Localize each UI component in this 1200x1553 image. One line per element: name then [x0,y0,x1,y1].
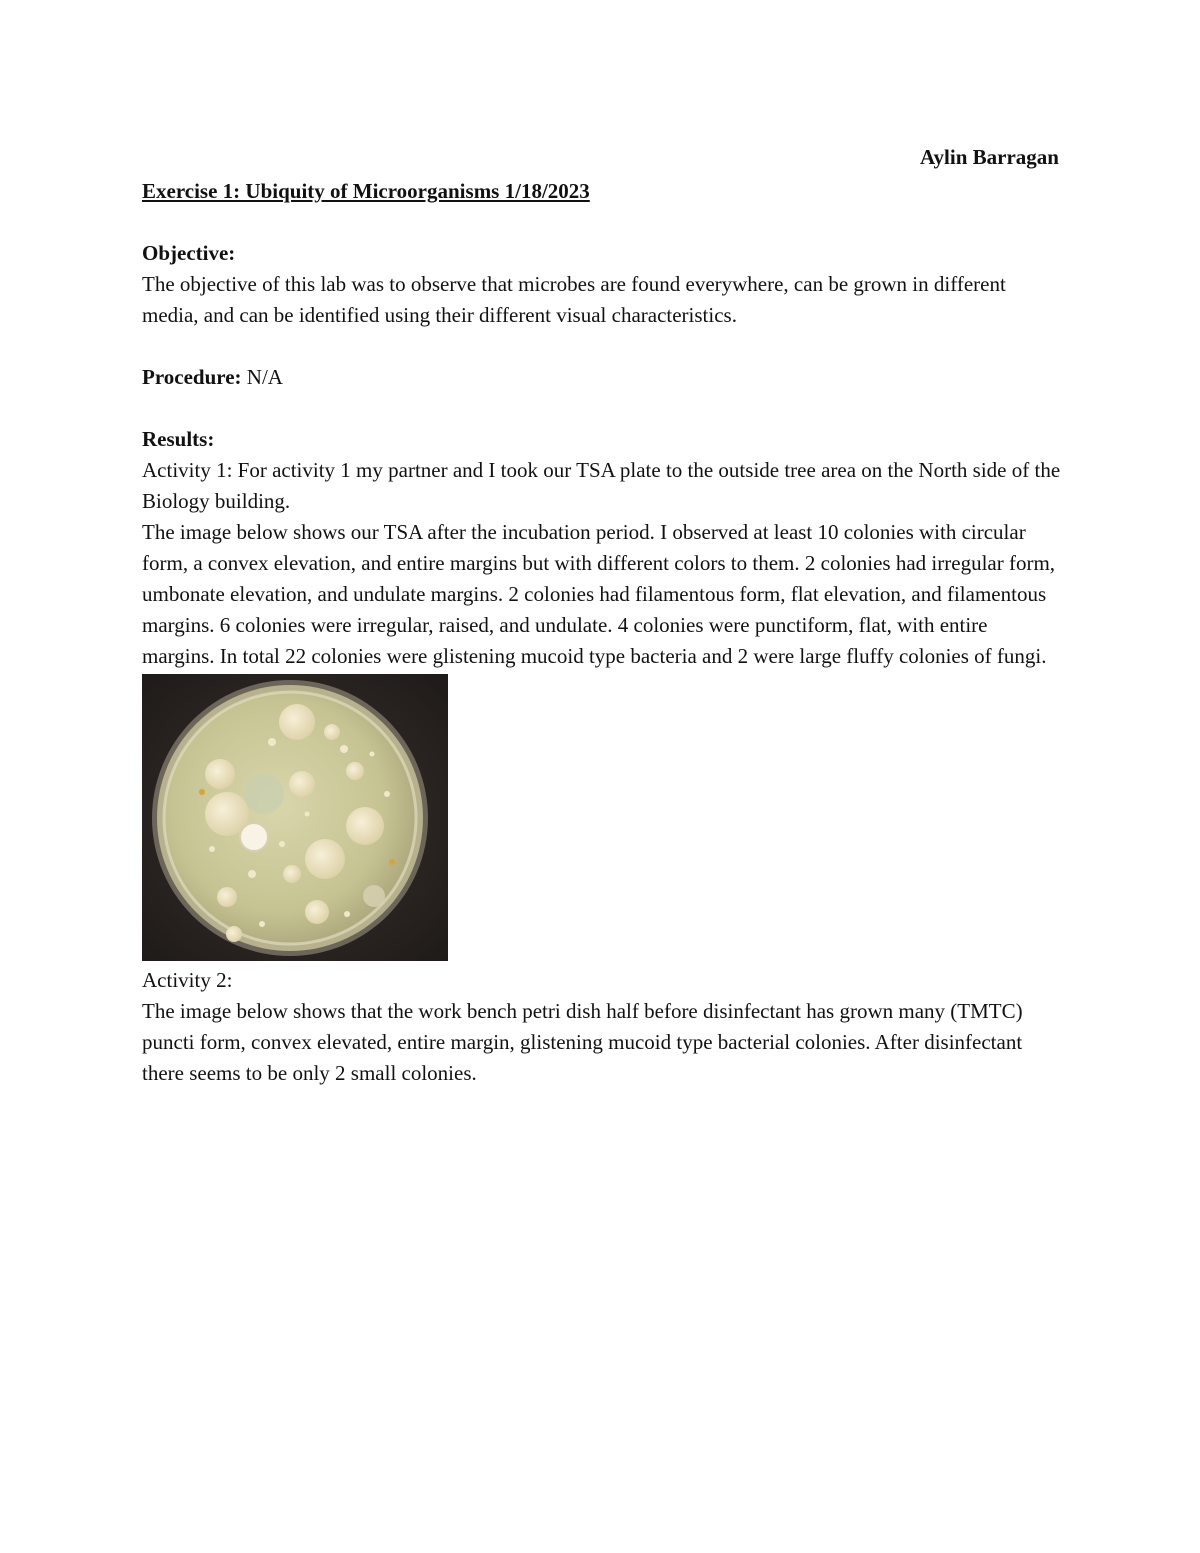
colony [346,807,384,845]
colony [226,926,242,942]
colony [199,789,205,795]
activity2-description: The image below shows that the work bench petri dish half before disinfectant has grown many (TMTC) puncti form, convex elevated, entire margin, glistening mucoid type bacterial colonies. After disinfectant there seems to be only 2 small colonies. [142,999,1023,1085]
procedure-paragraph [142,362,1062,393]
colony [283,865,301,883]
colony [217,887,237,907]
procedure-text: N/A [241,365,283,389]
procedure-heading: Procedure: [142,365,242,389]
results-heading: Results: [142,427,215,451]
colony [268,738,276,746]
objective-heading: Objective: [142,241,236,265]
colony [305,900,329,924]
activity1-description: The image below shows our TSA after the incubation period. I observed at least 10 colonies with circular form, a convex elevation, and entire margins but with different colors to them. 2 colonies had irregular form, umbonate elevation, and undulate margins. 2 colonies had filamentous form, flat elevation, and filamentous margins. 6 colonies were irregular, raised, and undulate. 4 colonies were punctiform, flat, with entire margins. In total 22 colonies were glistening mucoid type bacteria and 2 were large fluffy colonies of fungi. [142,520,1056,668]
colony [340,745,348,753]
objective-text: The objective of this lab was to observe that microbes are found everywhere, can be grown in different media, and can be identified using their different visual characteristics. [142,272,1006,327]
colony [344,911,350,917]
petri-dish-photo [142,674,448,961]
author-name: Aylin Barragan [919,145,1059,169]
colony [240,823,268,851]
fungal-colony [244,774,284,814]
colony [248,870,256,878]
colony [384,791,390,797]
colony [259,921,265,927]
colony [205,759,235,789]
colony [305,839,345,879]
activity1-intro: Activity 1: For activity 1 my partner and I took our TSA plate to the outside tree area on the North side of the Biology building. [142,458,1061,513]
colony [279,704,315,740]
activity2-label: Activity 2: [142,968,233,992]
colony [209,846,215,852]
colony [389,859,395,865]
colony [370,752,375,757]
document-body [142,176,1062,1089]
colony [289,771,315,797]
page-title: Exercise 1: Ubiquity of Microorganisms 1/18/2023 [142,179,590,203]
colony [346,762,364,780]
colony [279,841,285,847]
colony [305,812,310,817]
colony [324,724,340,740]
fungal-colony [363,885,385,907]
